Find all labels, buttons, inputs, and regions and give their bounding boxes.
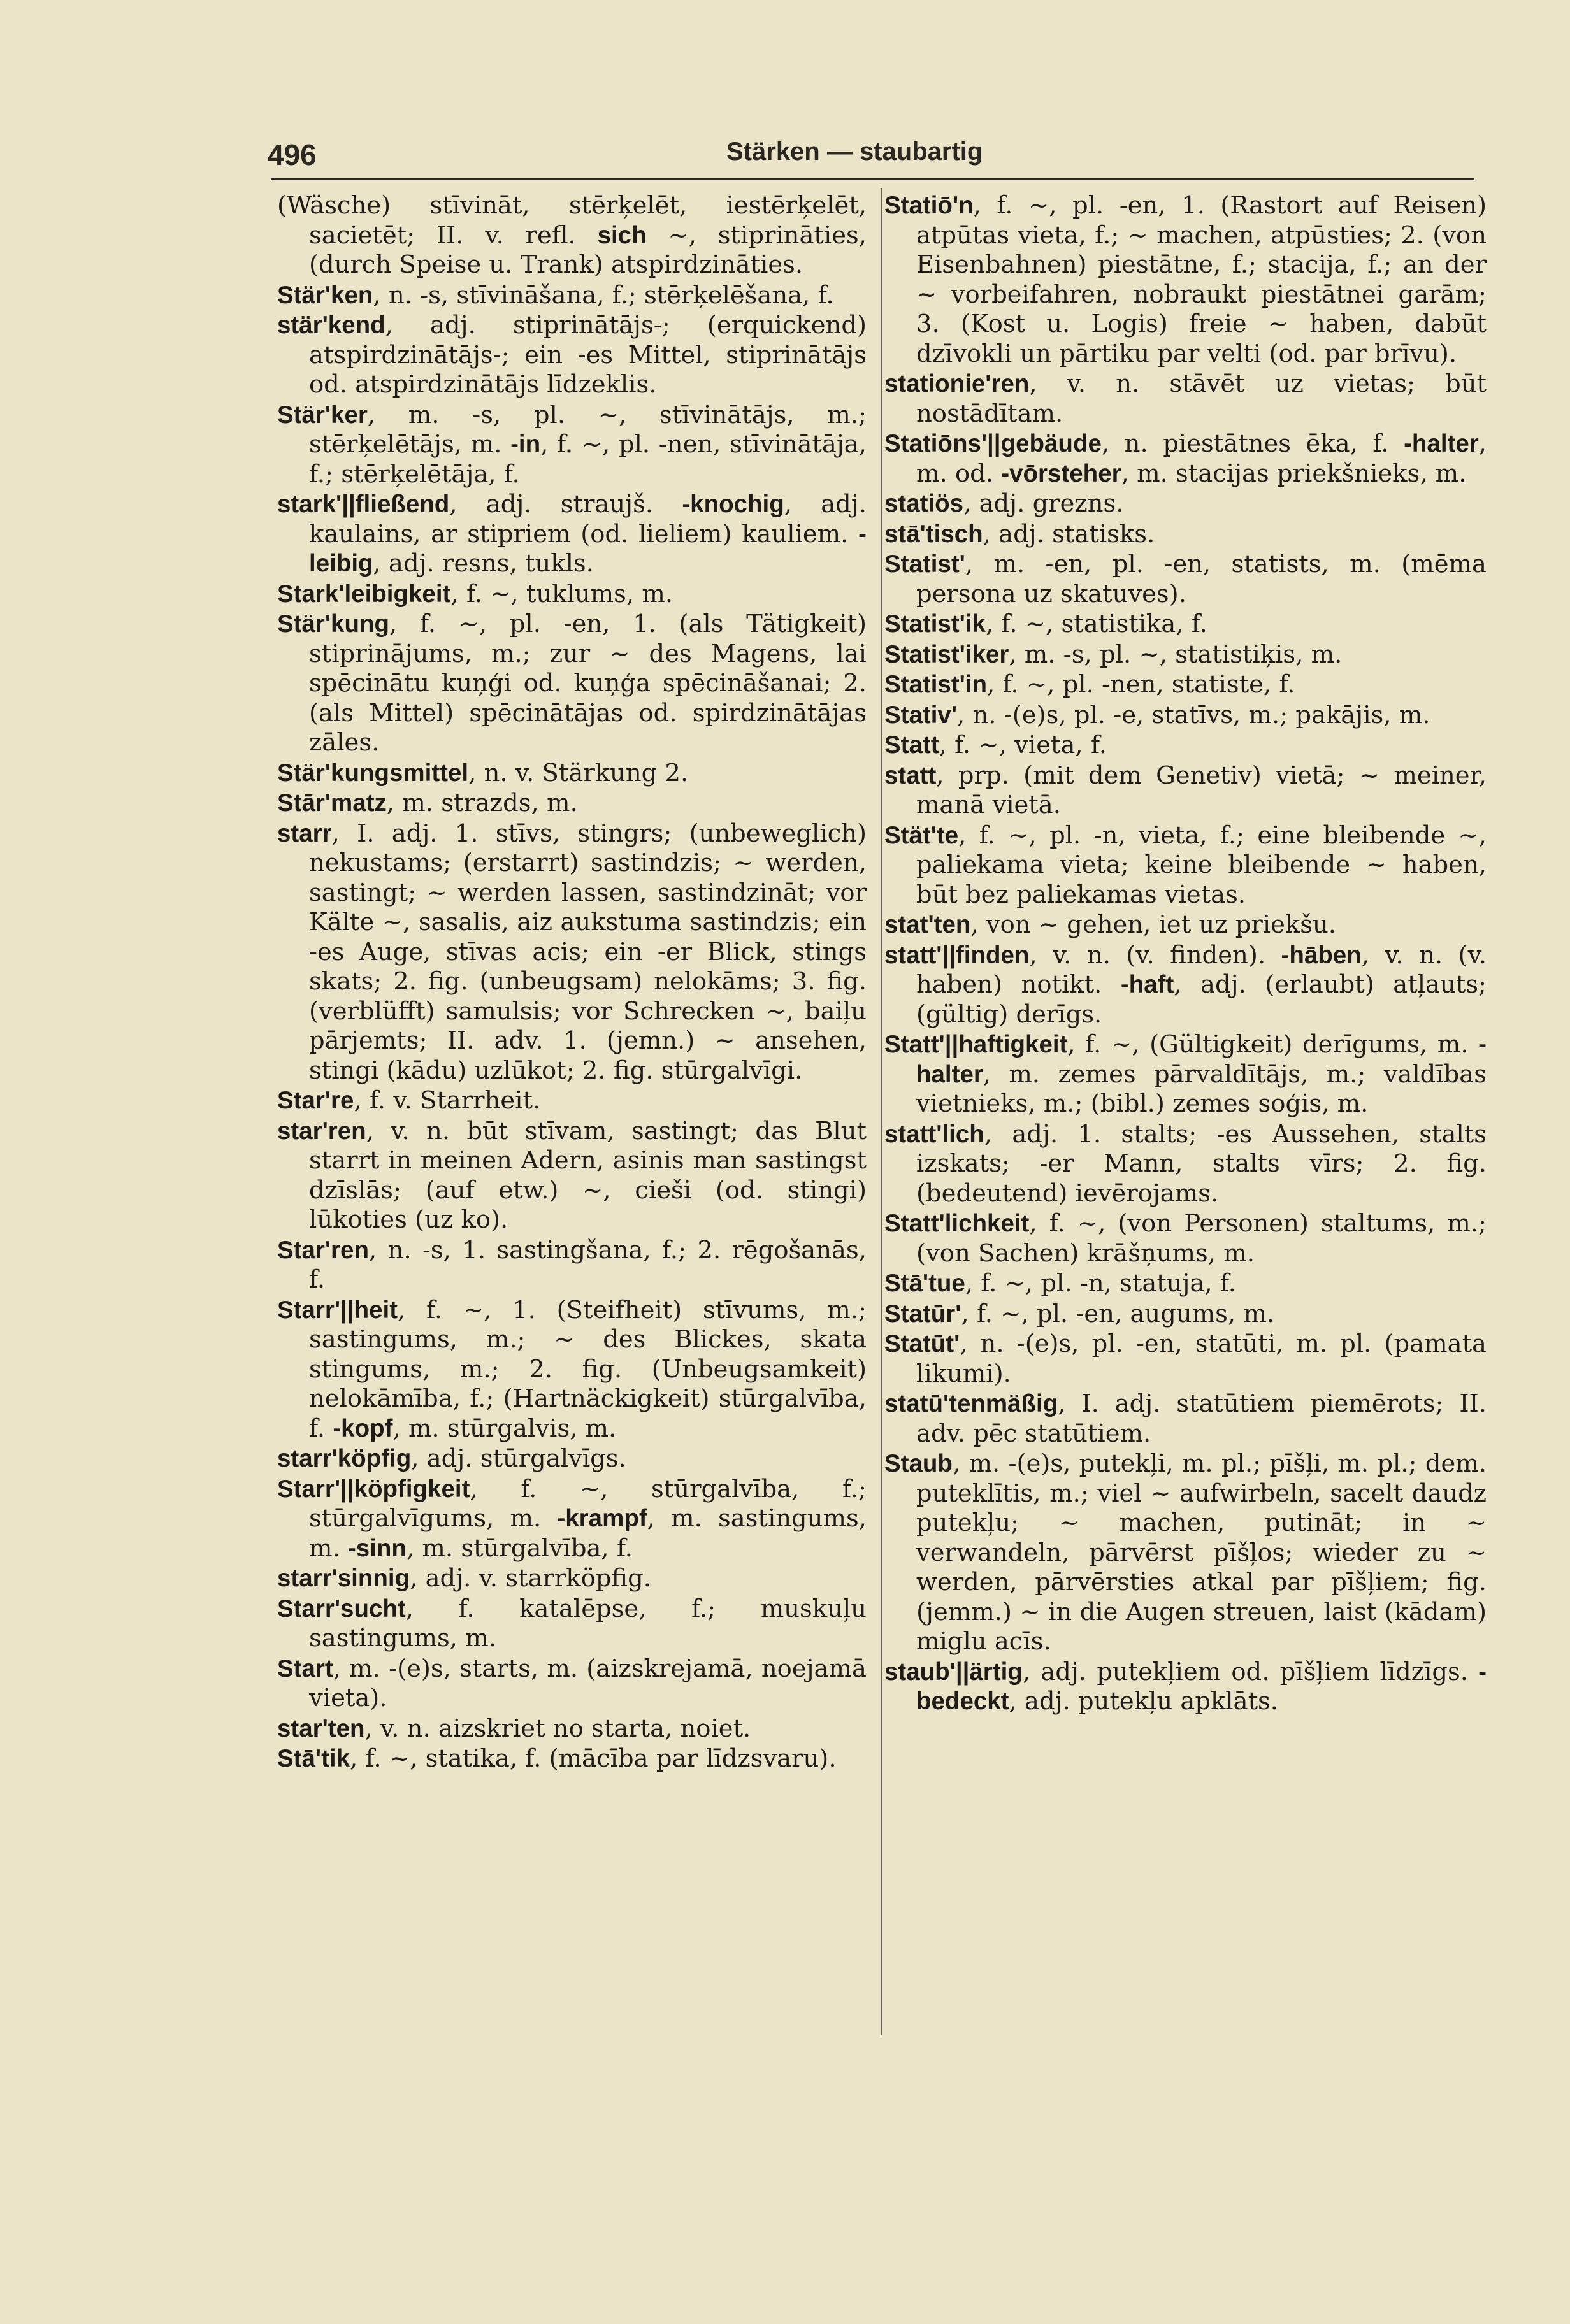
dictionary-entry (277, 311, 867, 400)
entry-text: , adj. v. starrköpfig. (410, 1564, 651, 1593)
entry-headword: Statt (884, 731, 939, 759)
entry-text: , m. od. (916, 429, 1487, 488)
entry-headword: stā'tisch (884, 520, 983, 548)
right-column (884, 191, 1487, 1718)
entry-text: , adj. stūrgalvīgs. (411, 1444, 626, 1473)
dictionary-entry (277, 490, 867, 579)
entry-headword: -halter (916, 1031, 1487, 1088)
entry-headword: -haft (1120, 971, 1174, 998)
entry-text: , m. -(e)s, putekļi, m. pl.; pīšļi, m. pl.; dem. puteklītis, m.; viel ~ aufwirbeln, sacelt daudz putekļu; ~ machen, putināt; in ~ verwandeln, pārvērst pīšļos; wieder zu ~ werden, pārvērsties atkal par pīšļiem; fig. (jemm.) ~ in die Augen streuen, laist (kādam) miglu acīs. (916, 1449, 1487, 1656)
dictionary-entry (277, 1236, 867, 1295)
entry-headword: Start (277, 1654, 333, 1682)
entry-headword: Statist'iker (884, 640, 1009, 668)
entry-text: , adj. 1. stalts; -es Aussehen, stalts izskats; -er Mann, stalts vīrs; 2. fig. (bedeutend) ievērojams. (916, 1119, 1487, 1208)
entry-text: , f. ~, (Gültigkeit) derīgums, m. (1067, 1030, 1479, 1059)
dictionary-entry (884, 731, 1487, 761)
entry-text: , von ~ gehen, iet uz priekšu. (970, 910, 1336, 939)
entry-text: , f. katalēpse, f.; muskuļu sastingums, m. (309, 1594, 867, 1653)
page-number: 496 (268, 138, 317, 171)
entry-headword: Stā'tue (884, 1270, 965, 1297)
entry-text: , f. ~, tuklums, m. (450, 579, 673, 608)
entry-headword: starr'köpfig (277, 1445, 412, 1472)
entry-headword: Stär'ken (277, 281, 373, 309)
dictionary-entry (277, 1086, 867, 1116)
entry-headword: statt (884, 761, 937, 789)
dictionary-entry (277, 1654, 867, 1714)
entry-text: , f. ~, pl. -nen, statiste, f. (987, 670, 1295, 699)
entry-text: , m. sastingums, m. (309, 1504, 867, 1563)
entry-text: , n. -(e)s, pl. -en, statūti, m. pl. (pamata likumi). (916, 1330, 1487, 1388)
entry-headword: Starr'||heit (277, 1296, 398, 1324)
entry-headword: statū'tenmäßig (884, 1390, 1058, 1417)
entry-text: , f. v. Starrheit. (354, 1086, 541, 1115)
dictionary-entry (277, 1564, 867, 1594)
entry-text: , n. -s, stīvināšana, f.; stērķelēšana, f. (373, 280, 834, 310)
entry-headword: Staub (884, 1450, 953, 1477)
entry-text: , I. adj. statūtiem piemērots; II. adv. pēc statūtiem. (916, 1389, 1487, 1448)
entry-text: ~, stiprināties, (durch Speise u. Trank) atspirdzināties. (309, 220, 867, 279)
dictionary-entry (884, 1389, 1487, 1449)
entry-text: , f. ~, pl. -en, 1. (Rastort auf Reisen) atpūtas vieta, f.; ~ machen, atpūsties; 2. (von Eisenbahnen) piestātne, f.; stacija, f.; an der ~ vorbeifahren, nobraukt piestātnei garām; 3. (Kost u. Logis) freie ~ haben, dabūt dzīvokli un pārtiku par velti (od. par brīvu). (916, 191, 1487, 368)
entry-headword: Stark'leibigkeit (277, 580, 451, 608)
entry-headword: Star'ren (277, 1236, 369, 1264)
entry-text: , f. ~, pl. -n, statuja, f. (965, 1269, 1237, 1298)
entry-headword: stär'kend (277, 312, 385, 339)
dictionary-entry (884, 1300, 1487, 1330)
entry-headword: starr (277, 819, 332, 847)
entry-text: , I. adj. 1. stīvs, stingrs; (unbeweglich) nekustams; (erstarrt) sastindzis; ~ werden, sastingt; ~ werden lassen, sastindzināt; vor Kälte ~, sasalis, aiz aukstuma sastindzis; ein -es Auge, stīvas acis; ein -er Blick, stings skats; 2. fig. (unbeugsam) nelokāms; 3. fig. (verblüfft) samulsis; vor Schrecken ~, baiļu pārjemts; II. adv. 1. (jemn.) ~ ansehen, stingi (kādu) uzlūkot; 2. fig. stūrgalvīgi. (309, 819, 867, 1085)
entry-text: , n. v. Stärkung 2. (468, 758, 689, 787)
entry-headword: -krampf (557, 1505, 647, 1532)
entry-headword: statt'||finden (884, 941, 1030, 969)
entry-headword: Statiō'n (884, 192, 974, 219)
entry-headword: Statt'||haftigkeit (884, 1031, 1068, 1058)
dictionary-entry (884, 550, 1487, 609)
entry-text: , adj. putekļu apklāts. (1009, 1687, 1279, 1716)
dictionary-entry (884, 640, 1487, 670)
dictionary-entry (277, 1296, 867, 1444)
entry-text: , adj. putekļiem od. pīšļiem līdzīgs. (1022, 1657, 1479, 1686)
entry-text: , f. ~, pl. -en, augums, m. (961, 1299, 1275, 1328)
entry-headword: Stativ' (884, 701, 957, 729)
dictionary-entry (884, 610, 1487, 640)
entry-headword: starr'sinnig (277, 1565, 410, 1592)
entry-headword: sich (597, 221, 647, 249)
entry-text: , adj. stiprinātājs-; (erquickend) atspirdzinātājs-; ein -es Mittel, stiprinātājs od. atspirdzinātājs līdzeklis. (309, 311, 867, 399)
dictionary-entry (277, 401, 867, 490)
dictionary-entry (884, 670, 1487, 700)
entry-headword: Stär'kung (277, 610, 390, 638)
entry-headword: Statist'in (884, 671, 988, 698)
dictionary-entry (277, 191, 867, 280)
entry-text: , v. n. stāvēt uz vietas; būt nostādītam. (916, 369, 1487, 428)
entry-text: (Wäsche) stīvināt, stērķelēt, iestērķelēt, sacietēt; II. v. refl. (277, 191, 867, 250)
dictionary-entry (884, 761, 1487, 821)
entry-text: , n. piestātnes ēka, f. (1101, 429, 1404, 458)
entry-headword: stationie'ren (884, 370, 1030, 398)
dictionary-entry (277, 1444, 867, 1474)
entry-text: , prp. (mit dem Genetiv) vietā; ~ meiner, manā vietā. (916, 761, 1487, 819)
entry-text: , v. n. (v. finden). (1029, 940, 1281, 970)
dictionary-entry (884, 369, 1487, 429)
entry-text: , f. ~, pl. -en, 1. (als Tätigkeit) stiprinājums, m.; zur ~ des Magens, lai spēcinātu kuņģi od. kuņģa spēcināšanai; 2. (als Mittel) spēcinātājas od. spirdzinātājas zāles. (309, 610, 867, 757)
entry-headword: star'ten (277, 1714, 365, 1742)
entry-headword: Stā'tik (277, 1745, 350, 1772)
dictionary-entry (884, 1449, 1487, 1657)
entry-text: , m. stūrgalvība, f. (406, 1533, 633, 1563)
entry-text: , adj. (erlaubt) atļauts; (gültig) derīgs. (916, 970, 1487, 1029)
dictionary-entry (884, 1030, 1487, 1119)
entry-text: , f. ~, pl. -n, vieta, f.; eine bleibende ~, paliekama vieta; keine bleibende ~ haben, būt bez paliekamas vietas. (916, 821, 1487, 909)
dictionary-entry (277, 580, 867, 610)
entry-text: , m. -(e)s, starts, m. (aizskrejamā, noejamā vieta). (309, 1654, 867, 1712)
dictionary-entry (884, 1658, 1487, 1717)
entry-headword: staub'||ärtig (884, 1658, 1023, 1686)
entry-text: , adj. kaulains, ar stipriem (od. lieliem) kauliem. (309, 490, 867, 549)
entry-headword: -kopf (333, 1414, 393, 1442)
entry-headword: statiös (884, 490, 964, 517)
dictionary-entry (277, 1117, 867, 1235)
entry-headword: -vōrsteher (1001, 459, 1121, 487)
entry-headword: -hāben (1281, 941, 1362, 969)
dictionary-entry (277, 789, 867, 819)
page-header (268, 134, 1474, 185)
dictionary-entry (277, 1595, 867, 1654)
entry-text: , f. ~, statika, f. (mācība par līdzsvaru). (350, 1744, 837, 1773)
dictionary-entry (884, 429, 1487, 489)
entry-text: , f. ~, pl. -nen, stīvinātāja, f.; stērķelētāja, f. (309, 430, 867, 489)
dictionary-entry (884, 520, 1487, 550)
dictionary-entry (277, 281, 867, 311)
entry-text: , m. -en, pl. -en, statists, m. (mēma persona uz skatuves). (916, 550, 1487, 608)
dictionary-entry (277, 1475, 867, 1564)
entry-headword: statt'lich (884, 1120, 984, 1148)
entry-headword: Stār'matz (277, 789, 387, 817)
entry-headword: Statist' (884, 550, 965, 578)
entry-text: , v. n. būt stīvam, sastingt; das Blut starrt in meinen Adern, asinis man sastingst dzīslās; (auf etw.) ~, cieši (od. stingi) lūkoties (uz ko). (309, 1116, 867, 1234)
entry-headword: -leibig (309, 520, 867, 577)
entry-text: , f. ~, 1. (Steifheit) stīvums, m.; sastingums, m.; ~ des Blickes, skata stingums, m.; 2. fig. (Unbeugsamkeit) nelokāmība, f.; (Hartnäckigkeit) stūrgalvība, f. (309, 1295, 867, 1443)
entry-text: , m. stūrgalvis, m. (392, 1414, 617, 1443)
entry-text: , v. n. (v. haben) notikt. (916, 940, 1487, 999)
dictionary-entry (884, 191, 1487, 369)
entry-headword: Statūr' (884, 1300, 961, 1328)
entry-text: , f. ~, vieta, f. (939, 731, 1107, 759)
entry-headword: Stär'ker (277, 401, 368, 429)
entry-text: , n. -(e)s, pl. -e, statīvs, m.; pakājis, m. (957, 700, 1430, 729)
dictionary-entry (884, 1330, 1487, 1389)
dictionary-entry (277, 1714, 867, 1744)
column-divider (881, 188, 882, 2035)
entry-text: , n. -s, 1. sastingšana, f.; 2. rēgošanās, f. (309, 1235, 867, 1294)
entry-text: , f. ~, stūrgalvība, f.; stūrgalvīgums, m. (309, 1474, 867, 1533)
entry-headword: Statt'lichkeit (884, 1210, 1030, 1237)
entry-text: , m. strazds, m. (386, 789, 578, 817)
dictionary-entry (884, 941, 1487, 1030)
entry-headword: -knochig (682, 491, 784, 518)
dictionary-entry (884, 1120, 1487, 1209)
dictionary-entry (884, 910, 1487, 940)
dictionary-entry (277, 759, 867, 789)
entry-text: , f. ~, (von Personen) staltums, m.; (von Sachen) krāšņums, m. (916, 1209, 1487, 1268)
dictionary-entry (884, 1269, 1487, 1299)
entry-headword: star'ren (277, 1117, 366, 1145)
entry-headword: Stät'te (884, 821, 959, 849)
entry-text: , f. ~, statistika, f. (985, 610, 1207, 638)
entry-text: , v. n. aizskriet no starta, noiet. (364, 1714, 751, 1743)
entry-headword: -halter (1404, 430, 1479, 457)
dictionary-entry (277, 819, 867, 1086)
entry-headword: -bedeckt (916, 1658, 1487, 1715)
header-rule (271, 178, 1474, 180)
dictionary-entry (884, 1209, 1487, 1268)
entry-text: , m. -s, pl. ~, statistiķis, m. (1009, 640, 1343, 669)
entry-text: , adj. statisks. (983, 519, 1155, 549)
dictionary-entry (884, 489, 1487, 519)
dictionary-entry (277, 610, 867, 758)
entry-headword: Statiōns'||gebäude (884, 430, 1102, 457)
entry-headword: Stär'kungsmittel (277, 759, 469, 787)
left-column (277, 191, 867, 1775)
running-head: Stärken — staubartig (726, 138, 983, 166)
entry-text: , m. stacijas priekšnieks, m. (1121, 459, 1467, 488)
entry-headword: Starr'||köpfigkeit (277, 1475, 470, 1503)
entry-text: , adj. resns, tukls. (373, 549, 594, 578)
entry-headword: -in (510, 431, 541, 458)
entry-text: , m. -s, pl. ~, stīvinātājs, m.; stērķelētājs, m. (309, 400, 867, 459)
entry-headword: stat'ten (884, 911, 971, 938)
entry-headword: Statūt' (884, 1330, 960, 1358)
dictionary-entry (884, 701, 1487, 731)
entry-text: , adj. grezns. (963, 489, 1124, 518)
dictionary-entry (884, 821, 1487, 910)
entry-headword: stark'||fließend (277, 491, 450, 518)
entry-headword: Star're (277, 1087, 354, 1114)
entry-text: , m. zemes pārvaldītājs, m.; valdības vietnieks, m.; (bibl.) zemes soģis, m. (916, 1059, 1487, 1118)
entry-headword: Statist'ik (884, 610, 986, 638)
entry-text: , adj. straujš. (449, 490, 682, 519)
dictionary-entry (277, 1744, 867, 1774)
entry-headword: -sinn (347, 1534, 407, 1562)
entry-headword: Starr'sucht (277, 1595, 406, 1623)
